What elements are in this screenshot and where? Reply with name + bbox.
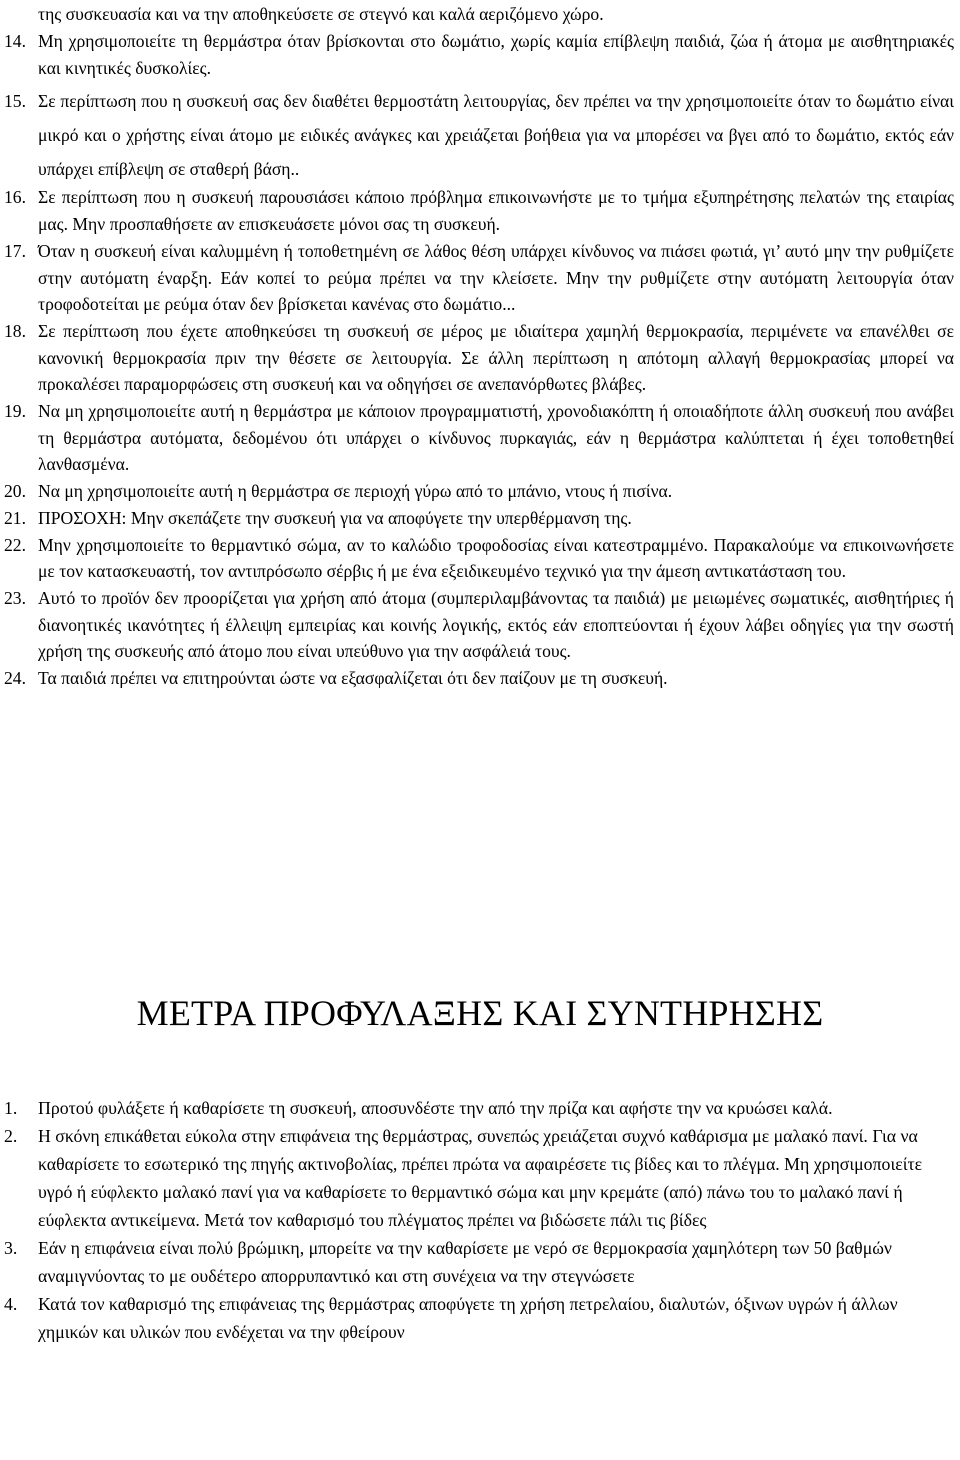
item-text: Εάν η επιφάνεια είναι πολύ βρώμικη, μπορείτε να την καθαρίσετε με νερό σε θερμοκρασία χαμηλότερη των 50 βαθμών αναμιγνύοντας το με ουδέτερο απορρυπαντικό και στη συνέχεια να την στεγνώσετε (38, 1238, 892, 1286)
item-number: 1. (4, 1098, 18, 1118)
item-text: Σε περίπτωση που η συσκευή σας δεν διαθέτει θερμοστάτη λειτουργίας, δεν πρέπει να την χρησιμοποιείτε όταν το δωμάτιο είναι μικρό και ο χρήστης είναι άτομο με ειδικές ανάγκες και χρειάζεται βοήθεια για να μπορέσει να βγει από το δωμάτιο, εκτός εάν υπάρχει επίβλεψη σε σταθερή βάση.. (38, 91, 954, 180)
list-item (0, 1290, 960, 1346)
item-number: 15. (4, 91, 26, 112)
item-text: Σε περίπτωση που έχετε αποθηκεύσει τη συσκευή σε μέρος με ιδιαίτερα χαμηλή θερμοκρασία, περιμένετε να επανέλθει σε κανονική θερμοκρασία πριν την θέσετε σε λειτουργία. Σε άλλη περίπτωση η απότομη αλλαγή θερμοκρασίας μπορεί να προκαλέσει παραμορφώσεις στη συσκευή και να οδηγήσει σε ανεπανόρθωτες βλάβες. (38, 320, 954, 395)
list-item (0, 1122, 960, 1234)
list-item (0, 478, 960, 505)
item-number: 23. (4, 587, 26, 608)
list-item (0, 28, 960, 81)
item-number: 21. (4, 507, 26, 528)
item-text: Όταν η συσκευή είναι καλυμμένη ή τοποθετημένη σε λάθος θέση υπάρχει κίνδυνος να πιάσει φωτιά, γι’ αυτό μην την ρυθμίζετε στην αυτόματη έναρξη. Εάν κοπεί το ρεύμα πρέπει να την κλείσετε. Μην την ρυθμίζετε στην αυτόματη λειτουργία όταν τροφοδοτείται με ρεύμα όταν δεν βρίσκεται κανένας στο δωμάτιο... (38, 240, 954, 315)
list-item (0, 505, 960, 532)
continued-text: της συσκευασία και να την αποθηκεύσετε σε στεγνό και καλά αεριζόμενο χώρο. (38, 4, 604, 24)
list-item (0, 184, 960, 237)
item-number: 16. (4, 187, 26, 208)
item-text: Σε περίπτωση που η συσκευή παρουσιάσει κάποιο πρόβλημα επικοινωνήστε με το τμήμα εξυπηρέτησης πελατών της εταιρίας μας. Μην προσπαθήσετε αν επισκευάσετε μόνοι σας τη συσκευή. (38, 187, 954, 235)
list-item (0, 398, 960, 478)
item-number: 2. (4, 1126, 18, 1146)
item-text: Αυτό το προϊόν δεν προορίζεται για χρήση από άτομα (συμπεριλαμβάνοντας τα παιδιά) με μειωμένες σωματικές, αισθητήριες ή διανοητικές ικανότητες ή έλλειψη εμπειρίας και κοινής λογικής, εκτός εάν εποπτεύονται ή έχουν λάβει οδηγίες για την σωστή χρήση της συσκευής από άτομο που είναι υπεύθυνο για την ασφάλειά τους. (38, 587, 954, 662)
item-text: Να μη χρησιμοποιείτε αυτή η θερμάστρα με κάποιον προγραμματιστή, χρονοδιακόπτη ή οποιαδήποτε άλλη συσκευή που ανάβει τη θερμάστρα αυτόματα, δεδομένου ότι υπάρχει ο κίνδυνος πυρκαγιάς, εάν η θερμάστρα καλύπτεται ή έχει τοποθετηθεί λανθασμένα. (38, 401, 954, 475)
item-text: Τα παιδιά πρέπει να επιτηρούνται ώστε να εξασφαλίζεται ότι δεν παίζουν με τη συσκευή. (38, 668, 668, 689)
item-number: 14. (4, 31, 26, 51)
item-text: Κατά τον καθαρισμό της επιφάνειας της θερμάστρας αποφύγετε τη χρήση πετρελαίου, διαλυτών, όξινων υγρών ή άλλων χημικών και υλικών που ενδέχεται να την φθείρουν (38, 1294, 898, 1342)
item-text: Να μη χρησιμοποιείτε αυτή η θερμάστρα σε περιοχή γύρω από το μπάνιο, ντους ή πισίνα. (38, 481, 673, 502)
item-number: 24. (4, 668, 26, 689)
item-text: Η σκόνη επικάθεται εύκολα στην επιφάνεια της θερμάστρας, συνεπώς χρειάζεται συχνό καθάρισμα με μαλακό πανί. Για να καθαρίσετε το εσωτερικό της πηγής ακτινοβολίας, πρέπει πρώτα να αφαιρέσετε τις βίδες και το πλέγμα. Μη χρησιμοποιείτε υγρό ή εύφλεκτο μαλακό πανί για να καθαρίσετε το θερμαντικό σώμα και μην κρεμάτε (από) πάνω του το μαλακό πανί ή εύφλεκτα αντικείμενα. Μετά τον καθαρισμό του πλέγματος πρέπει να βιδώσετε πάλι τις βίδες (38, 1126, 923, 1230)
maintenance-list (0, 1094, 960, 1346)
item-text: Μη χρησιμοποιείτε τη θερμάστρα όταν βρίσκονται στο δωμάτιο, χωρίς καμία επίβλεψη παιδιά, ζώα ή άτομα με αισθητηριακές και κινητικές δυσκολίες. (38, 31, 954, 78)
item-number: 18. (4, 320, 26, 341)
section-heading: ΜΕΤΡΑ ΠΡΟΦΥΛΑΞΗΣ ΚΑΙ ΣΥΝΤΗΡΗΣΗΣ (136, 993, 824, 1033)
list-item (0, 585, 960, 665)
list-item (0, 238, 960, 318)
list-item (0, 532, 960, 585)
list-item (0, 1094, 960, 1122)
list-item (0, 1234, 960, 1290)
item-text: Μην χρησιμοποιείτε το θερμαντικό σώμα, αν το καλώδιο τροφοδοσίας είναι κατεστραμμένο. Παρακαλούμε να επικοινωνήσετε με τον κατασκευαστή, τον αντιπρόσωπο σέρβις ή με ένα εξειδικευμένο τεχνικό για την άμεση αντικατάσταση του. (38, 534, 954, 582)
list-item (0, 665, 960, 692)
item-text: ΠΡΟΣΟΧΗ: Μην σκεπάζετε την συσκευή για να αποφύγετε την υπερθέρμανση της. (38, 507, 632, 528)
item-number: 4. (4, 1294, 18, 1314)
item-number: 17. (4, 240, 26, 261)
safety-instructions-list (0, 28, 960, 692)
item-number: 3. (4, 1238, 18, 1258)
list-item (0, 84, 960, 186)
item-number: 19. (4, 401, 26, 422)
item-number: 20. (4, 481, 26, 502)
list-item (0, 318, 960, 398)
item-number: 22. (4, 534, 26, 555)
item-text: Προτού φυλάξετε ή καθαρίσετε τη συσκευή, αποσυνδέστε την από την πρίζα και αφήστε την να κρυώσει καλά. (38, 1098, 833, 1118)
